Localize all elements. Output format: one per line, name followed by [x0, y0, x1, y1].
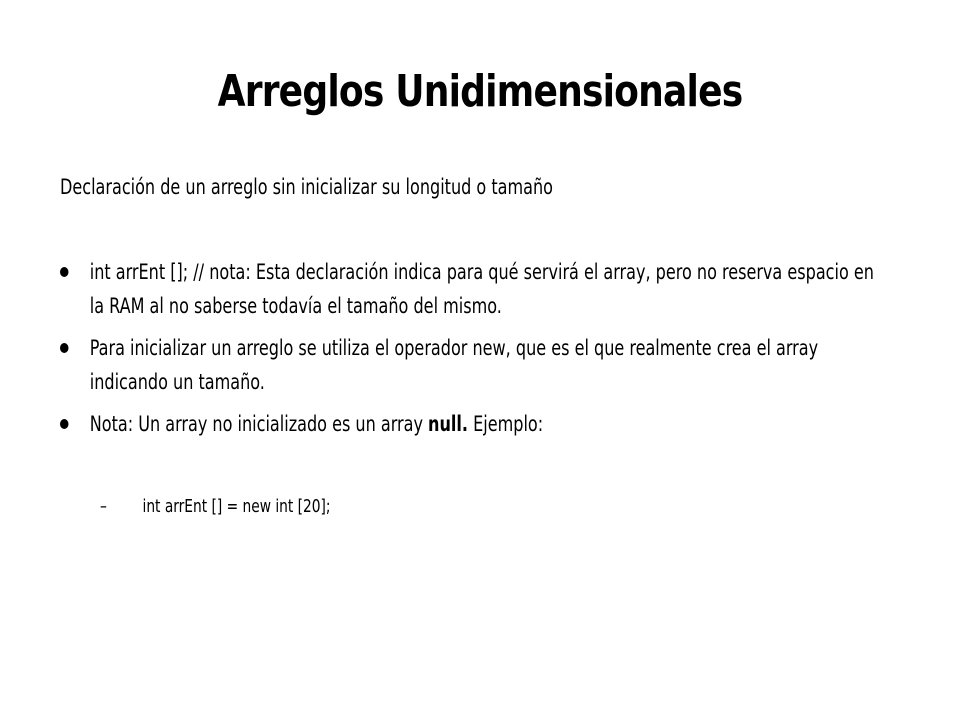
- null-keyword: null.: [428, 412, 469, 436]
- bullet-item-declaration: [60, 255, 889, 323]
- bullet-text: Para inicializar un arreglo se utiliza el operador new, que es el que realmente crea el array indicando un tamaño.: [89, 336, 819, 394]
- bullet-dot-icon: [60, 267, 69, 277]
- slide-title: Arreglos Unidimensionales: [217, 66, 743, 117]
- bullet-dot-icon: [60, 343, 69, 353]
- dash-icon: –: [100, 496, 107, 517]
- bullet-text-after: Ejemplo:: [468, 412, 544, 436]
- sub-bullet-example: [100, 494, 331, 520]
- bullet-list: [60, 255, 960, 449]
- bullet-text: int arrEnt []; // nota: Esta declaración indica para qué servirá el array, pero no reserva espacio en la RAM al no saberse todavía el tamaño del mismo.: [89, 260, 874, 318]
- bullet-item-initialize: [60, 331, 889, 399]
- sub-bullet-code: int arrEnt [] = new int [20];: [142, 496, 331, 517]
- bullet-text-before: Nota: Un array no inicializado es un array: [89, 412, 429, 436]
- slide-subtitle: Declaración de un arreglo sin inicializar su longitud o tamaño: [60, 175, 553, 199]
- bullet-dot-icon: [60, 419, 69, 429]
- bullet-item-null-note: [60, 407, 889, 441]
- bullet-text: [90, 407, 889, 441]
